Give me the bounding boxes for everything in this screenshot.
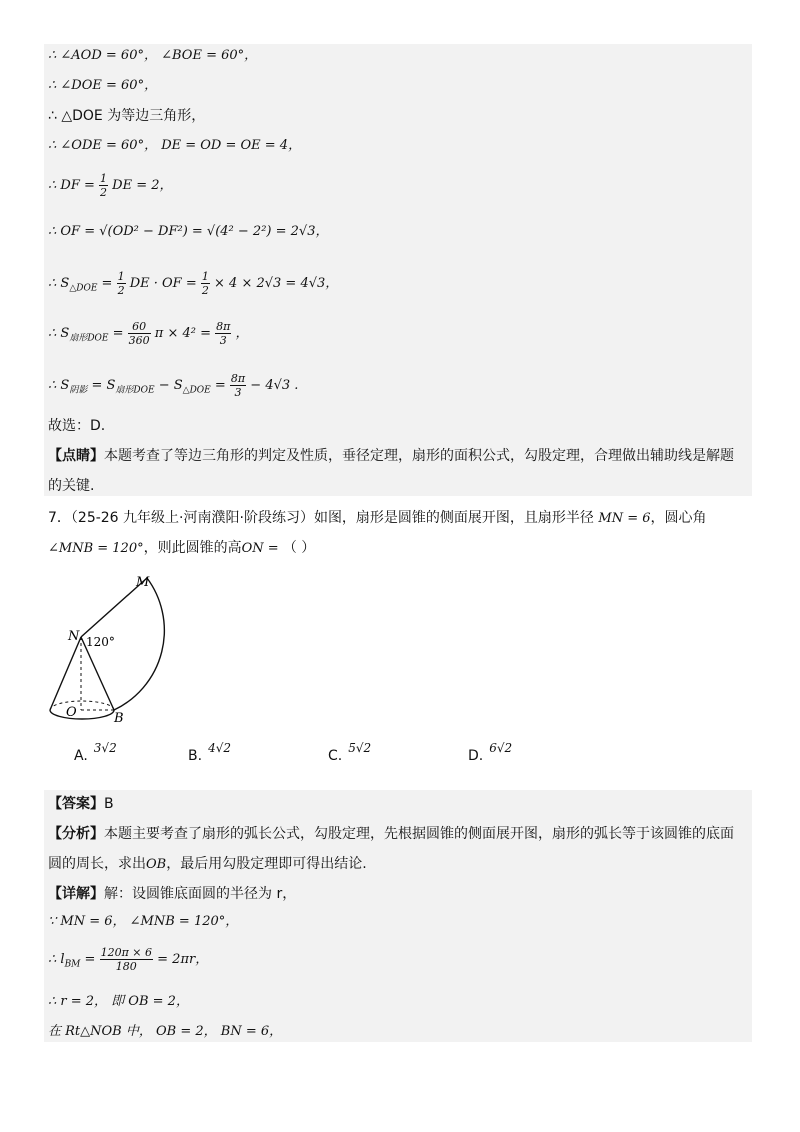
- fraction-denominator: 2: [100, 186, 108, 199]
- line9-mid-2: − S: [158, 378, 183, 393]
- analysis-text-2b: ，最后用勾股定理即可得出结论.: [166, 856, 367, 872]
- line8-tail: π × 4² =: [154, 326, 216, 341]
- line9-sub: 阴影: [69, 385, 88, 396]
- solution-line-3: ∴ △DOE 为等边三角形，: [48, 108, 206, 124]
- fraction-denominator: 3: [219, 334, 227, 347]
- line8-fraction-2: [215, 320, 231, 347]
- detail-line-1: [48, 884, 296, 904]
- fraction-denominator: 3: [234, 386, 242, 399]
- question-math-3: ON =: [241, 541, 283, 556]
- line9-tail: − 4√3 .: [250, 378, 299, 393]
- line8-prefix: ∴ S: [48, 326, 70, 341]
- label-n: N: [68, 629, 80, 644]
- option-value: 4√2: [208, 741, 231, 755]
- analysis-line-2: [48, 854, 367, 875]
- analysis-text-1: 本题主要考查了扇形的弧长公式，勾股定理，先根据圆锥的侧面展开图，扇形的弧长等于该圆锥的底面: [104, 826, 734, 842]
- solution-line-8: [48, 320, 249, 349]
- label-b: B: [114, 711, 124, 726]
- cone-left-edge: [50, 637, 81, 710]
- question-math-2: ∠MNB = 120°: [48, 541, 144, 556]
- detail-line-2: ∵ MN = 6， ∠MNB = 120°，: [48, 914, 239, 929]
- detail3-fraction: [100, 946, 153, 973]
- fraction-numerator: 8π: [216, 320, 231, 333]
- line7-prefix: ∴ S: [48, 276, 70, 291]
- solution-line-9: [48, 372, 298, 401]
- analysis-text-2a: 圆的周长，求出: [48, 856, 146, 872]
- label-o: O: [66, 705, 77, 720]
- line9-sub-2: 扇形DOE: [115, 385, 155, 396]
- comment-line-1: [48, 446, 734, 466]
- detail3-sub: BM: [64, 959, 81, 970]
- option-letter: D.: [468, 748, 484, 764]
- line8-tail-2: ，: [235, 326, 249, 341]
- label-angle: 120°: [86, 635, 115, 649]
- option-d[interactable]: [468, 741, 513, 764]
- option-letter: A.: [74, 748, 88, 764]
- fraction-denominator: 180: [115, 960, 137, 973]
- option-b[interactable]: [188, 741, 231, 764]
- fraction-denominator: 360: [128, 334, 150, 347]
- analysis-line-1: [48, 824, 734, 844]
- fraction-numerator: 8π: [230, 372, 246, 385]
- answer-value: B: [104, 796, 114, 812]
- comment-label: 【点睛】: [48, 448, 104, 464]
- option-c[interactable]: [328, 741, 372, 764]
- solution-line-7: [48, 270, 338, 299]
- line5-fraction: [99, 172, 108, 199]
- line7-tail: DE · OF =: [129, 276, 201, 291]
- detail-label: 【详解】: [48, 886, 104, 902]
- fraction-numerator: 1: [117, 270, 125, 283]
- line7-fraction: [117, 270, 126, 297]
- analysis-math: OB: [146, 857, 167, 872]
- answer-line: [48, 794, 114, 814]
- solution-line-2: ∴ ∠DOE = 60°，: [48, 78, 158, 93]
- question-line-2: [48, 538, 315, 559]
- question-line-1: [48, 508, 707, 529]
- line8-sub: 扇形DOE: [69, 333, 109, 344]
- comment-line-2: 的关键.: [48, 478, 95, 494]
- line9-prefix: ∴ S: [48, 378, 70, 393]
- solution-line-1: ∴ ∠AOD = 60°， ∠BOE = 60°，: [48, 48, 258, 63]
- option-value: 3√2: [93, 741, 117, 755]
- line7-mid: =: [101, 276, 117, 291]
- option-value: 6√2: [489, 741, 513, 755]
- option-a[interactable]: [74, 741, 117, 764]
- question-math-1: MN = 6: [598, 511, 651, 526]
- line7-tail-2: × 4 × 2√3 = 4√3，: [214, 276, 339, 291]
- comment-text-1: 本题考查了等边三角形的判定及性质，垂径定理，扇形的面积公式，勾股定理，合理做出辅助线是解题: [104, 448, 734, 464]
- base-front-arc: [50, 710, 114, 719]
- detail-line-3: [48, 946, 208, 975]
- fraction-denominator: 2: [117, 284, 125, 297]
- line8-mid: =: [112, 326, 128, 341]
- line7-fraction-2: [201, 270, 210, 297]
- label-m: M: [136, 575, 150, 590]
- question-text-1: 7．（25-26 九年级上·河南濮阳·阶段练习）如图，扇形是圆锥的侧面展开图，且扇形半径: [48, 510, 594, 526]
- solution-line-6: ∴ OF = √(OD² − DF²) = √(4² − 2²) = 2√3，: [48, 224, 329, 239]
- fraction-denominator: 2: [201, 284, 209, 297]
- analysis-label: 【分析】: [48, 826, 104, 842]
- detail-line-4: ∴ r = 2， 即 OB = 2，: [48, 994, 189, 1009]
- question-text-2: ，则此圆锥的高: [143, 540, 242, 556]
- option-letter: B.: [188, 748, 203, 764]
- line5-tail: DE = 2，: [112, 178, 173, 193]
- choice-line: 故选：D.: [48, 418, 106, 434]
- line5-prefix: ∴ DF =: [48, 178, 100, 193]
- detail-text-1: 解：设圆锥底面圆的半径为 r，: [104, 886, 297, 902]
- fraction-numerator: 1: [201, 270, 209, 283]
- question-text-1b: ，圆心角: [650, 510, 707, 526]
- line9-mid: = S: [91, 378, 116, 393]
- line9-mid-3: =: [214, 378, 230, 393]
- line7-sub: △DOE: [69, 283, 98, 294]
- line8-fraction: [128, 320, 151, 347]
- line9-fraction: [230, 372, 246, 399]
- fraction-numerator: 1: [100, 172, 108, 185]
- solution-line-4: ∴ ∠ODE = 60°， DE = OD = OE = 4，: [48, 138, 302, 153]
- cone-figure: [44, 570, 184, 730]
- solution-line-5: [48, 172, 173, 199]
- base-back-arc: [50, 701, 114, 710]
- fraction-numerator: 120π × 6: [100, 946, 153, 959]
- detail3-mid: =: [84, 952, 100, 967]
- question-text-2b: （ ）: [282, 540, 316, 556]
- detail3-tail: = 2πr，: [157, 952, 209, 967]
- answer-label: 【答案】: [48, 796, 104, 812]
- option-letter: C.: [328, 748, 343, 764]
- line9-sub-3: △DOE: [182, 385, 211, 396]
- detail3-prefix: ∴ l: [48, 952, 65, 967]
- option-value: 5√2: [348, 741, 372, 755]
- detail-line-5: 在 Rt△NOB 中， OB = 2， BN = 6，: [48, 1024, 283, 1039]
- fraction-numerator: 60: [128, 320, 151, 334]
